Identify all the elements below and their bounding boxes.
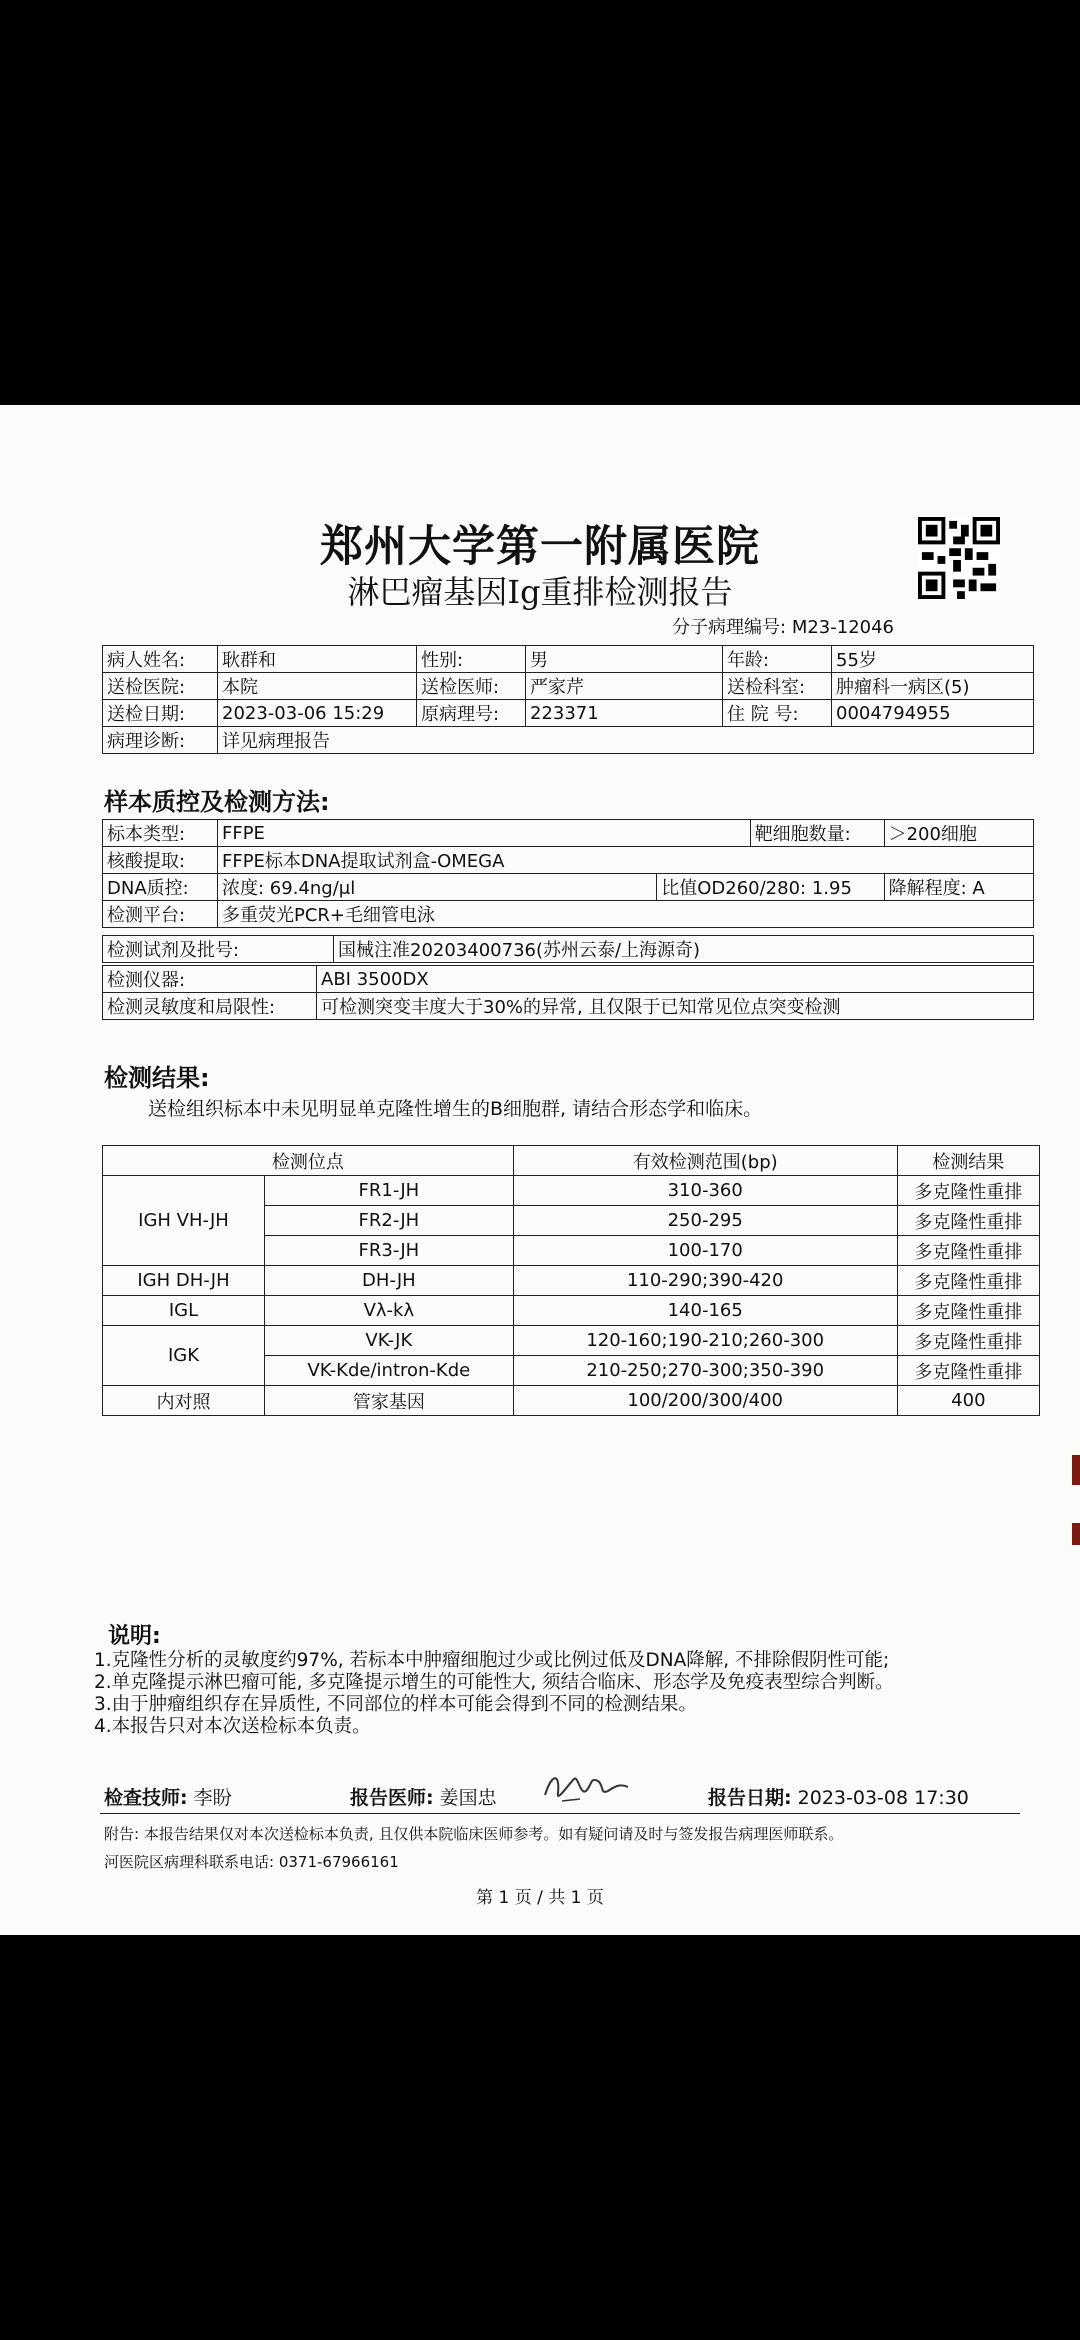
table-cell: 多克隆性重排: [897, 1326, 1039, 1356]
report-doctor: 报告医师: 姜国忠: [350, 1787, 497, 1809]
table-cell: 住 院 号:: [723, 700, 832, 727]
table-cell: FR1-JH: [265, 1176, 514, 1206]
table-cell: FFPE标本DNA提取试剂盒-OMEGA: [218, 847, 1034, 874]
table-cell: 400: [897, 1386, 1039, 1416]
table-row: [103, 874, 1034, 901]
table-row: [103, 966, 1034, 993]
table-cell: FFPE: [218, 820, 751, 847]
table-row: [103, 993, 1034, 1020]
table-cell: ABI 3500DX: [317, 966, 1034, 993]
table-cell: 核酸提取:: [103, 847, 218, 874]
notes-list: [94, 1650, 1054, 1738]
qc-heading: 样本质控及检测方法:: [104, 788, 330, 816]
table-cell: 140-165: [513, 1296, 897, 1326]
table-cell: 性别:: [417, 646, 526, 673]
table-cell: 250-295: [513, 1206, 897, 1236]
group-cell: IGL: [103, 1296, 265, 1326]
table-cell: 病理诊断:: [103, 727, 218, 754]
group-cell: IGK: [103, 1326, 265, 1386]
table-cell: 110-290;390-420: [513, 1266, 897, 1296]
table-cell: 标本类型:: [103, 820, 218, 847]
table-cell: 多重荧光PCR+毛细管电泳: [218, 901, 1034, 928]
note-item: 1.克隆性分析的灵敏度约97%, 若标本中肿瘤细胞过少或比例过低及DNA降解, 不排除假阴性可能;: [94, 1650, 890, 1671]
note-item: 3.由于肿瘤组织存在异质性, 不同部位的样本可能会得到不同的检测结果。: [94, 1694, 697, 1715]
table-cell: 耿群和: [218, 646, 417, 673]
table-row: [103, 820, 1034, 847]
table-cell: 送检医师:: [417, 673, 526, 700]
table-cell: 国械注准20203400736(苏州云泰/上海源奇): [334, 936, 1034, 963]
table-cell: 55岁: [832, 646, 1034, 673]
table-cell: 多克隆性重排: [897, 1206, 1039, 1236]
table-cell: FR3-JH: [265, 1236, 514, 1266]
table-cell: 100-170: [513, 1236, 897, 1266]
header-locus: 检测位点: [103, 1146, 514, 1176]
table-cell: 0004794955: [832, 700, 1034, 727]
table-cell: 原病理号:: [417, 700, 526, 727]
group-cell: 内对照: [103, 1386, 265, 1416]
table-cell: 年龄:: [723, 646, 832, 673]
qc-table: [102, 819, 1034, 928]
table-cell: 检测灵敏度和局限性:: [103, 993, 317, 1020]
table-cell: 送检日期:: [103, 700, 218, 727]
report-title: 淋巴瘤基因Ig重排检测报告: [347, 573, 733, 611]
patient-info-table: [102, 645, 1034, 754]
table-row: [103, 727, 1034, 754]
case-number: 分子病理编号: M23-12046: [672, 617, 895, 638]
table-row: [103, 1296, 1040, 1326]
table-cell: 检测仪器:: [103, 966, 317, 993]
table-row: [103, 1386, 1040, 1416]
group-cell: IGH VH-JH: [103, 1176, 265, 1266]
table-row: [103, 1326, 1040, 1356]
notes-heading: 说明:: [108, 1624, 161, 1649]
technician: 检查技师: 李盼: [104, 1787, 232, 1809]
table-cell: 223371: [526, 700, 723, 727]
table-row: [103, 646, 1034, 673]
table-cell: ＞200细胞: [884, 820, 1033, 847]
table-row: [103, 673, 1034, 700]
table-cell: VK-JK: [265, 1326, 514, 1356]
table-cell: 送检科室:: [723, 673, 832, 700]
results-heading: 检测结果:: [104, 1064, 210, 1092]
page-number: 第 1 页 / 共 1 页: [476, 1888, 604, 1908]
contact-phone: 河医院区病理科联系电话: 0371-67966161: [104, 1853, 399, 1871]
table-cell: 检测平台:: [103, 901, 218, 928]
qr-code-icon: [918, 517, 1000, 599]
table-cell: 本院: [218, 673, 417, 700]
table-cell: 120-160;190-210;260-300: [513, 1326, 897, 1356]
table-cell: 降解程度: A: [884, 874, 1033, 901]
table-cell: 多克隆性重排: [897, 1236, 1039, 1266]
table-cell: 比值OD260/280: 1.95: [657, 874, 884, 901]
note-item: 4.本报告只对本次送检标本负责。: [94, 1716, 371, 1737]
table-cell: 浓度: 69.4ng/μl: [218, 874, 657, 901]
table-cell: 管家基因: [265, 1386, 514, 1416]
table-cell: 男: [526, 646, 723, 673]
table-cell: 100/200/300/400: [513, 1386, 897, 1416]
group-cell: IGH DH-JH: [103, 1266, 265, 1296]
edge-mark: [1072, 1455, 1080, 1485]
note-item: 2.单克隆提示淋巴瘤可能, 多克隆提示增生的可能性大, 须结合临床、形态学及免疫表型综合判断。: [94, 1672, 894, 1693]
table-cell: 210-250;270-300;350-390: [513, 1356, 897, 1386]
table-cell: 多克隆性重排: [897, 1266, 1039, 1296]
table-cell: 详见病理报告: [218, 727, 1034, 754]
handwritten-signature-icon: [540, 1765, 635, 1810]
table-cell: 检测试剂及批号:: [103, 936, 334, 963]
table-cell: 肿瘤科一病区(5): [832, 673, 1034, 700]
disclaimer: 附告: 本报告结果仅对本次送检标本负责, 且仅供本院临床医师参考。如有疑问请及时与签发报告病理医师联系。: [104, 1825, 844, 1843]
table-cell: Vλ-kλ: [265, 1296, 514, 1326]
table-cell: 送检医院:: [103, 673, 218, 700]
table-row: [103, 936, 1034, 963]
table-row: [103, 1266, 1040, 1296]
table-cell: VK-Kde/intron-Kde: [265, 1356, 514, 1386]
table-row: [103, 847, 1034, 874]
table-cell: DH-JH: [265, 1266, 514, 1296]
table-cell: 病人姓名:: [103, 646, 218, 673]
results-text: 送检组织标本中未见明显单克隆性增生的B细胞群, 请结合形态学和临床。: [148, 1098, 763, 1120]
table-cell: 可检测突变丰度大于30%的异常, 且仅限于已知常见位点突变检测: [317, 993, 1034, 1020]
header-result: 检测结果: [897, 1146, 1039, 1176]
qc-table-2: [102, 935, 1034, 963]
report-paper: [0, 405, 1080, 1935]
table-cell: 310-360: [513, 1176, 897, 1206]
table-cell: DNA质控:: [103, 874, 218, 901]
report-date: 报告日期: 2023-03-08 17:30: [708, 1787, 969, 1809]
table-cell: FR2-JH: [265, 1206, 514, 1236]
table-cell: 多克隆性重排: [897, 1356, 1039, 1386]
table-cell: 多克隆性重排: [897, 1296, 1039, 1326]
divider: [100, 1813, 1020, 1814]
detection-table: [102, 1145, 1040, 1416]
edge-mark: [1072, 1523, 1080, 1545]
table-cell: 靶细胞数量:: [750, 820, 884, 847]
table-row: [103, 700, 1034, 727]
table-cell: 严家芹: [526, 673, 723, 700]
header-range: 有效检测范围(bp): [513, 1146, 897, 1176]
hospital-name: 郑州大学第一附属医院: [320, 522, 760, 572]
qc-table-3: [102, 965, 1034, 1020]
table-row: [103, 901, 1034, 928]
table-row: [103, 1176, 1040, 1206]
table-cell: 多克隆性重排: [897, 1176, 1039, 1206]
table-cell: 2023-03-06 15:29: [218, 700, 417, 727]
table-header-row: [103, 1146, 1040, 1176]
